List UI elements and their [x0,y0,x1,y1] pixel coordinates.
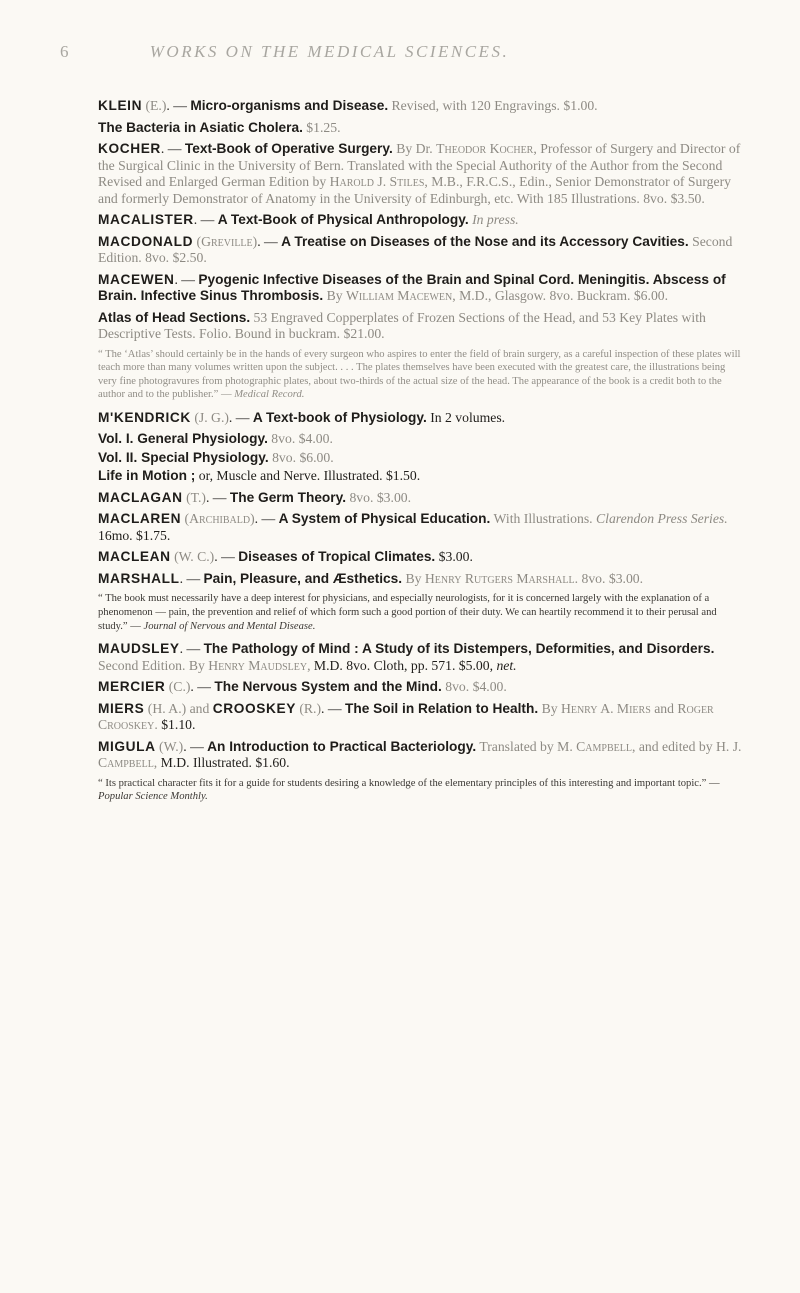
entry-vol2 [98,450,744,467]
author-name: MIERS [98,700,145,716]
book-details: M.D. 8vo. Cloth, pp. 571. $5.00, [313,657,494,673]
volume-title: Vol. II. Special Physiology. [98,449,269,465]
book-status: In press. [472,212,519,227]
book-details: 8vo. $4.00. [445,679,507,695]
book-title: An Introduction to Practical Bacteriology. [207,738,477,754]
book-price: 8vo. $6.00. [272,449,334,465]
author-initials: (Archibald) [184,511,255,527]
review-quote-atlas [98,348,744,402]
entry-marshall: MARSHALL. — Pain, Pleasure, and Æsthetics. By Henry Rutgers Marshall. 8vo. $3.00. [98,570,644,586]
book-title: Diseases of Tropical Climates. [238,549,436,565]
entry-maudsley: MAUDSLEY. — The Pathology of Mind : A Study of its Distempers, Deformities, and Disorders. Second Edition. By Henry Maudsley, M.D. 8vo. Cloth, pp. 571. $5.00, net. [98,641,715,673]
entry-macewen: MACEWEN. — Pyogenic Infective Diseases of the Brain and Spinal Cord. Meningitis. Abscess of Brain. Infective Sinus Thrombosis. By William Macewen, M.D., Glasgow. 8vo. Buckram. $6.00. [98,271,726,303]
book-details: or, Muscle and Nerve. Illustrated. $1.50. [198,468,421,484]
book-price: $1.25. [306,119,341,135]
book-details: 53 Engraved Copperplates of Frozen Sections of the Head, and 53 Key Plates with Descriptive Tests. Folio. Bound in buckram. $21.00. [98,309,706,341]
book-price: $3.00. [438,549,473,565]
book-title: Pain, Pleasure, and Æsthetics. [203,570,403,586]
author-name: MACLAGAN [98,489,183,505]
person-name: Harold J. Stiles, [329,174,428,189]
author-name: M'KENDRICK [98,409,191,425]
author-name: MIGULA [98,738,156,754]
author-name: MERCIER [98,679,166,695]
quote-source: Medical Record. [234,389,305,401]
entry-mercier: MERCIER (C.). — The Nervous System and the Mind. 8vo. $4.00. [98,679,507,695]
entry-maclagan: MACLAGAN (T.). — The Germ Theory. 8vo. $3.00. [98,489,412,505]
author-initials: (E.) [145,98,167,113]
page-number: 6 [60,42,71,61]
entry-migula: MIGULA (W.). — An Introduction to Practical Bacteriology. Translated by M. Campbell, and edited by H. J. Campbell, M.D. Illustrated. $1.60. [98,738,742,771]
entry-life [98,468,744,485]
book-title: The Pathology of Mind : A Study of its Distempers, Deformities, and Disorders. [203,641,715,657]
entry-maclaren: MACLAREN (Archibald). — A System of Physical Education. With Illustrations. Clarendon Press Series. 16mo. $1.75. [98,511,728,543]
entry-mkendrick: M'KENDRICK (J. G.). — A Text-book of Physiology. In 2 volumes. [98,409,506,425]
page-header [60,42,760,62]
book-title: Atlas of Head Sections. [98,309,251,325]
entry-vol1 [98,431,744,448]
series-name: Clarendon Press Series. [596,511,728,527]
person-name: William Macewen, [345,288,456,303]
person-name: H. J. Campbell, [98,738,742,771]
catalogue-body [98,98,744,812]
book-title: The Nervous System and the Mind. [214,679,442,695]
book-title: A Text-book of Physiology. [252,409,427,425]
book-title: A Treatise on Diseases of the Nose and its Accessory Cavities. [281,233,689,249]
author-name: MAUDSLEY [98,641,180,657]
author-initials: (W.) [159,738,184,754]
book-details: 16mo. $1.75. [98,527,171,543]
entry-maclean: MACLEAN (W. C.). — Diseases of Tropical Climates. $3.00. [98,549,473,565]
entry-macdonald: MACDONALD (Greville). — A Treatise on Diseases of the Nose and its Accessory Cavities. Second Edition. 8vo. $2.50. [98,233,733,265]
author-name: MACLAREN [98,511,182,527]
book-title: Pyogenic Infective Diseases of the Brain and Spinal Cord. Meningitis. Abscess of Brain. Infective Sinus Thrombosis. [98,271,726,303]
book-details: Second Edition. 8vo. $2.50. [98,233,733,265]
book-price: 8vo. $4.00. [271,431,333,447]
review-quote-migula [98,777,744,804]
book-title: Text-Book of Operative Surgery. [184,141,393,156]
book-price: $1.10. [161,717,196,733]
book-details: Revised, with 120 Engravings. $1.00. [391,98,598,113]
author-name: KLEIN [98,98,143,113]
author-initials: (T.) [186,489,206,505]
review-quote-marshall [98,592,744,633]
entry-atlas [98,310,744,343]
book-details: In 2 volumes. [430,409,506,425]
book-title: Life in Motion ; [98,468,196,484]
entry-miers: MIERS (H. A.) and CROOSKEY (R.). — The Soil in Relation to Health. By Henry A. Miers and Roger Crooskey. $1.10. [98,700,714,733]
person-name: Roger Crooskey. [98,700,714,733]
author-initials: (Greville) [196,233,258,249]
author-initials: (W. C.) [174,549,215,565]
author-name: MACALISTER [98,212,194,227]
author-name: MACLEAN [98,549,171,565]
quote-source: Popular Science Monthly. [98,791,208,803]
author-name: KOCHER [98,141,161,156]
entry-bacteria [98,120,744,137]
person-name: M. Campbell, [557,738,636,754]
person-name: Theodor Kocher, [436,141,537,156]
author-name: MACDONALD [98,233,194,249]
book-details: 8vo. $3.00. [349,489,412,505]
book-title: Micro-organisms and Disease. [190,98,389,113]
book-title: The Bacteria in Asiatic Cholera. [98,119,303,135]
author-name: MACEWEN [98,271,175,287]
author-initials: (J. G.) [194,409,229,425]
author-initials: (R.) [299,700,322,716]
author-initials: (C.) [168,679,191,695]
volume-title: Vol. I. General Physiology. [98,431,268,447]
book-details: M.D. Illustrated. $1.60. [160,755,290,771]
quote-text: “ The book must necessarily have a deep interest for physicians, and especially neurologists, for it is concerned largely with the explanation of a phenomenon — pain, the prevention and relief of which form such a good portion of their duty. We can heartily recommend it to their perusal and study.” — [98,593,717,632]
author-name: CROOSKEY [212,700,296,716]
quote-text: “ Its practical character fits it for a guide for students desiring a knowledge of the elementary principles of this interesting and important topic.” — [98,777,720,789]
book-title: A Text-Book of Physical Anthropology. [217,212,469,227]
author-initials: (H. A.) [147,700,187,716]
author-name: MARSHALL [98,570,180,586]
quote-text: “ The ‘Atlas’ should certainly be in the hands of every surgeon who aspires to enter the field of brain surgery, as a careful inspection of these plates will teach more than many volumes written upon the subject. . . . The plates themselves have been executed with the greatest care, the illustrations being very fine photogravures from photographic plates, about two-thirds of the actual size of the head. The appearance of the book is a credit both to the author and to the publisher.” — [98,348,741,401]
quote-source: Journal of Nervous and Mental Disease. [143,620,316,632]
person-name: Henry Rutgers Marshall. [424,570,579,586]
entry-kocher: KOCHER. — Text-Book of Operative Surgery. By Dr. Theodor Kocher, Professor of Surgery and Director of the Surgical Clinic in the University of Bern. Translated with the Special Authority of the Author from the Second Revised and Enlarged German Edition by Harold J. Stiles, M.B., F.R.C.S., Edin., Senior Demonstrator of Surgery and formerly Demonstrator of Anatomy in the University of Edinburgh, etc. With 185 Illustrations. 8vo. $3.50. [98,141,741,206]
running-title: WORKS ON THE MEDICAL SCIENCES. [149,42,510,61]
book-title: The Soil in Relation to Health. [344,700,539,716]
book-title: The Germ Theory. [229,489,347,505]
person-name: Henry Maudsley, [208,657,311,673]
book-title: A System of Physical Education. [278,511,491,527]
entry-klein: KLEIN (E.). — Micro-organisms and Disease. Revised, with 120 Engravings. $1.00. [98,98,598,113]
person-name: Henry A. Miers [560,700,651,716]
entry-macalister: MACALISTER. — A Text-Book of Physical Anthropology. In press. [98,212,519,227]
